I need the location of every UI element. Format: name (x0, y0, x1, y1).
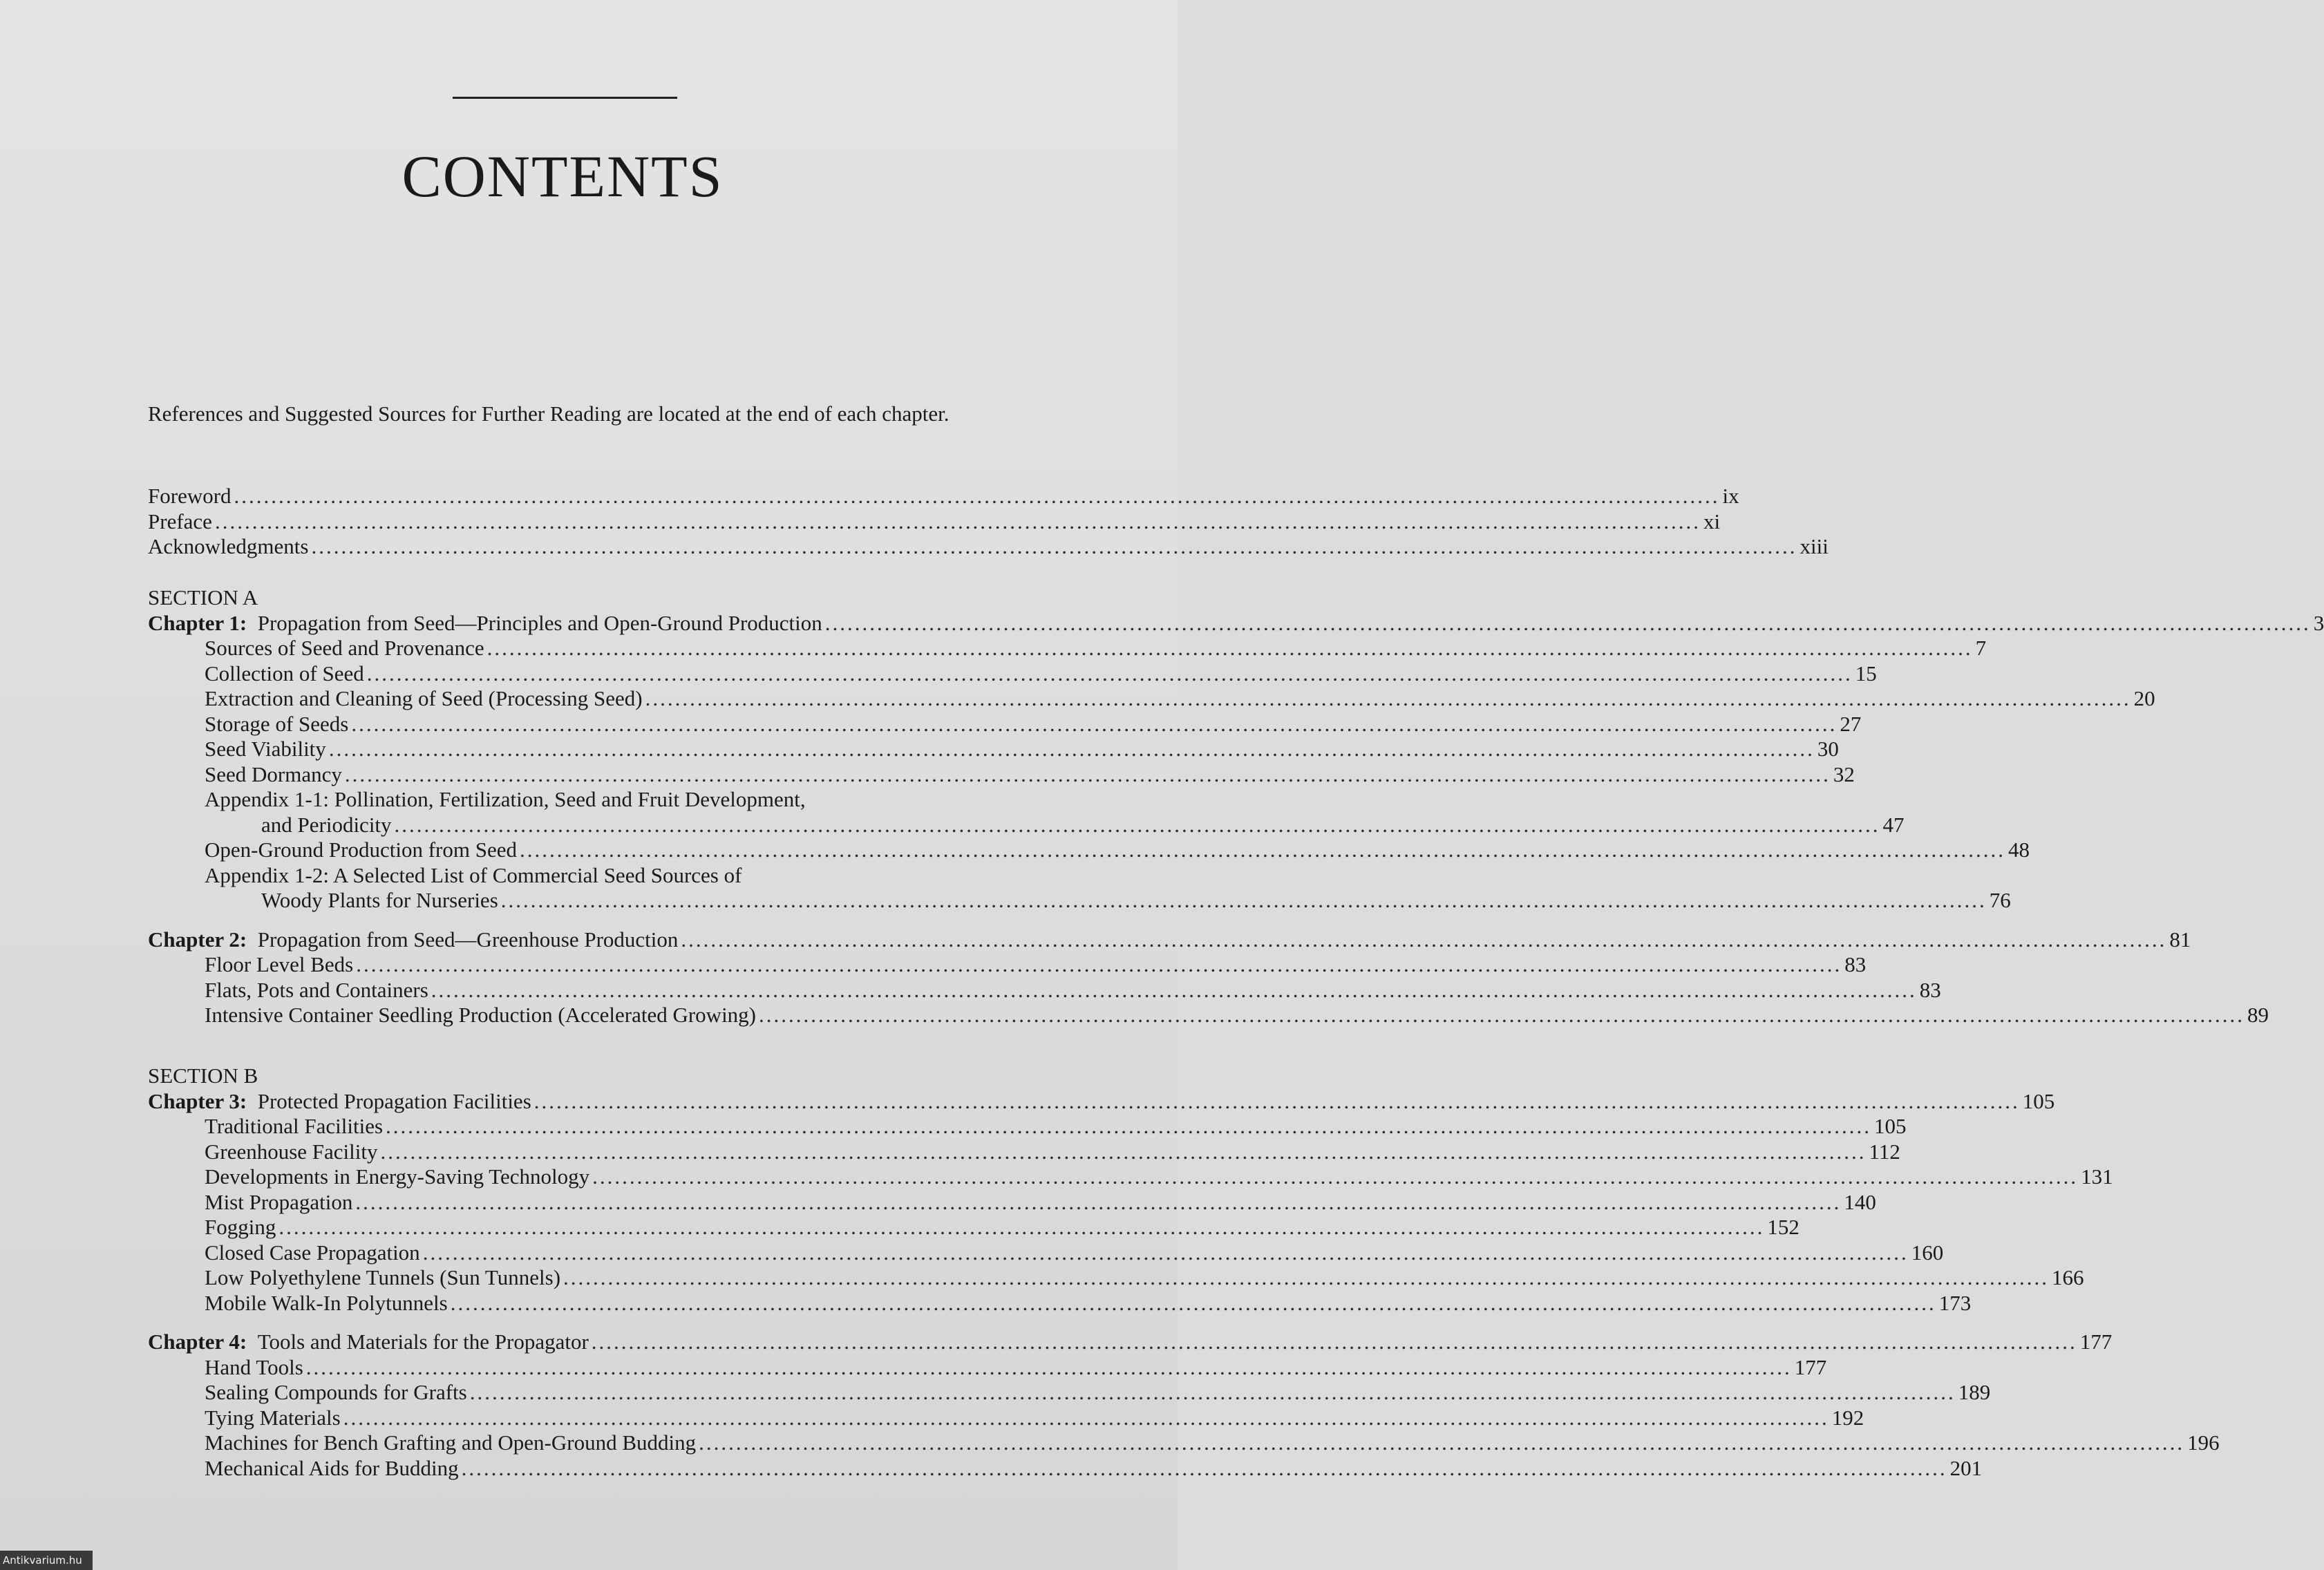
table-of-contents (148, 484, 2324, 1481)
dot-leader: ........................................................................................................................................................................................................ (533, 1088, 2020, 1113)
watermark-label: Antikvarium.hu (0, 1551, 93, 1570)
dot-leader: ........................................................................................................................................................................................................ (520, 838, 2005, 862)
entry-label: Machines for Bench Grafting and Open-Ground Budding (205, 1430, 697, 1455)
dot-leader: ........................................................................................................................................................................................................ (592, 1164, 2079, 1189)
toc-entry (148, 838, 2030, 863)
toc-entry (148, 1430, 2220, 1456)
dot-leader: ........................................................................................................................................................................................................ (645, 686, 2131, 710)
dot-leader: ........................................................................................................................................................................................................ (422, 1240, 1909, 1265)
toc-entry-acknowledgments (148, 534, 1829, 560)
entry-page: 105 (2022, 1088, 2055, 1113)
toc-entry (148, 952, 1867, 978)
entry-page: 27 (1840, 711, 1862, 736)
entry-page: 152 (1767, 1215, 1799, 1239)
entry-label: Seed Viability (205, 737, 326, 761)
chapter-title: Protected Propagation Facilities (257, 1088, 531, 1113)
entry-page: xi (1703, 509, 1721, 533)
entry-page: 15 (1855, 661, 1877, 685)
entry-label: Low Polyethylene Tunnels (Sun Tunnels) (205, 1265, 561, 1289)
toc-entry (148, 636, 1987, 661)
entry-page: 20 (2133, 686, 2155, 710)
entry-label: Flats, Pots and Containers (205, 977, 428, 1002)
dot-leader: ........................................................................................................................................................................................................ (278, 1215, 1765, 1239)
entry-label: Mobile Walk-In Polytunnels (205, 1290, 448, 1315)
toc-entry (148, 1354, 1827, 1381)
chapter-1-heading (148, 610, 2324, 636)
entry-label: Traditional Facilities (205, 1114, 384, 1138)
entry-page: 83 (1844, 952, 1867, 976)
dot-leader: ........................................................................................................................................................................................................ (366, 661, 1853, 685)
dot-leader: ........................................................................................................................................................................................................ (394, 812, 1880, 837)
dot-leader: ........................................................................................................................................................................................................ (234, 484, 1720, 508)
dot-leader: ........................................................................................................................................................................................................ (469, 1380, 1956, 1404)
entry-label: Acknowledgments (148, 534, 309, 558)
dot-leader: ........................................................................................................................................................................................................ (343, 1405, 1829, 1430)
dot-leader: ........................................................................................................................................................................................................ (486, 636, 1973, 660)
entry-page: 47 (1882, 812, 1905, 837)
entry-label: Floor Level Beds (205, 952, 354, 976)
entry-page: 3 (2313, 610, 2324, 635)
chapter-number: Chapter 1: (148, 610, 247, 635)
dot-leader: ........................................................................................................................................................................................................ (759, 1003, 2245, 1027)
top-rule (453, 97, 677, 99)
entry-label: Sources of Seed and Provenance (205, 636, 484, 660)
entry-label: Preface (148, 509, 212, 533)
dot-leader: ........................................................................................................................................................................................................ (591, 1330, 2077, 1354)
dot-leader: ........................................................................................................................................................................................................ (461, 1455, 1947, 1480)
entry-page: 189 (1958, 1380, 1991, 1404)
toc-entry-preface (148, 509, 1721, 535)
entry-page: 173 (1938, 1290, 1972, 1315)
entry-label: Tying Materials (205, 1405, 341, 1430)
toc-entry (148, 1265, 2084, 1291)
entry-label: Developments in Energy-Saving Technology (205, 1164, 590, 1189)
chapter-title: Propagation from Seed—Principles and Open-Ground Production (257, 610, 822, 635)
dot-leader: ........................................................................................................................................................................................................ (356, 952, 1842, 976)
entry-page: 32 (1833, 762, 1855, 786)
entry-page: 89 (2247, 1003, 2269, 1027)
entry-label: Woody Plants for Nurseries (261, 888, 498, 912)
toc-entry (148, 1139, 1900, 1165)
chapter-3-heading (148, 1088, 2055, 1115)
entry-label: Sealing Compounds for Grafts (205, 1380, 467, 1404)
dot-leader: ........................................................................................................................................................................................................ (344, 762, 1831, 786)
entry-page: 177 (1794, 1354, 1827, 1379)
toc-entry (148, 1405, 1864, 1431)
toc-entry (148, 977, 1941, 1003)
toc-entry (148, 1164, 2113, 1190)
dot-leader: ........................................................................................................................................................................................................ (311, 534, 1797, 558)
toc-entry (148, 1240, 1944, 1266)
dot-leader: ........................................................................................................................................................................................................ (214, 509, 1701, 533)
entry-page: 160 (1911, 1240, 1944, 1265)
chapter-2-heading (148, 927, 2191, 953)
dot-leader: ........................................................................................................................................................................................................ (563, 1265, 2050, 1289)
entry-label: Storage of Seeds (205, 711, 349, 736)
dot-leader: ........................................................................................................................................................................................................ (328, 737, 1815, 761)
toc-entry (148, 812, 1905, 838)
entry-page: 177 (2079, 1330, 2113, 1354)
chapter-4-heading (148, 1330, 2113, 1355)
dot-leader: ........................................................................................................................................................................................................ (305, 1354, 1792, 1379)
entry-label: Greenhouse Facility (205, 1139, 378, 1164)
appendix-1-1-title: Appendix 1-1: Pollination, Fertilization, Seed and Fruit Development, (205, 787, 806, 811)
page-title: CONTENTS (401, 143, 724, 209)
section-a-label: SECTION A (148, 585, 258, 609)
dot-leader: ........................................................................................................................................................................................................ (500, 888, 1987, 912)
entry-label: Mist Propagation (205, 1189, 353, 1214)
toc-entry (148, 661, 1877, 687)
dot-leader: ........................................................................................................................................................................................................ (699, 1430, 2185, 1455)
entry-label: Fogging (205, 1215, 276, 1239)
toc-entry (148, 1380, 1991, 1406)
chapter-number: Chapter 4: (148, 1330, 247, 1354)
entry-label: Open-Ground Production from Seed (205, 838, 517, 862)
entry-label: Extraction and Cleaning of Seed (Processing Seed) (205, 686, 643, 710)
toc-entry (148, 1189, 1876, 1216)
dot-leader: ........................................................................................................................................................................................................ (386, 1114, 1872, 1138)
chapter-number: Chapter 3: (148, 1088, 247, 1113)
chapter-title: Propagation from Seed—Greenhouse Production (257, 927, 679, 952)
toc-entry (148, 686, 2155, 712)
entry-page: 30 (1817, 737, 1839, 761)
toc-entry (148, 1455, 1983, 1482)
intro-note: References and Suggested Sources for Further Reading are located at the end of each chapter. (148, 401, 950, 426)
dot-leader: ........................................................................................................................................................................................................ (824, 610, 2311, 635)
appendix-1-2-title: Appendix 1-2: A Selected List of Commercial Seed Sources of (205, 862, 742, 887)
chapter-number: Chapter 2: (148, 927, 247, 952)
entry-page: 196 (2187, 1430, 2220, 1455)
toc-entry (148, 1114, 1907, 1139)
entry-label: Mechanical Aids for Budding (205, 1455, 459, 1480)
dot-leader: ........................................................................................................................................................................................................ (431, 977, 1917, 1002)
entry-label: Foreword (148, 484, 232, 508)
entry-page: 140 (1844, 1189, 1876, 1214)
toc-entry (148, 711, 1862, 737)
dot-leader: ........................................................................................................................................................................................................ (450, 1290, 1936, 1315)
dot-leader: ........................................................................................................................................................................................................ (380, 1139, 1867, 1164)
entry-label: and Periodicity (261, 812, 392, 837)
entry-page: 166 (2052, 1265, 2084, 1289)
entry-label: Seed Dormancy (205, 762, 342, 786)
entry-page: 192 (1831, 1405, 1864, 1430)
toc-entry (148, 762, 1855, 788)
entry-label: Closed Case Propagation (205, 1240, 420, 1265)
toc-entry (148, 888, 2011, 914)
toc-entry (148, 1003, 2269, 1028)
chapter-title: Tools and Materials for the Propagator (257, 1330, 589, 1354)
entry-page: 105 (1874, 1114, 1907, 1138)
toc-entry (148, 1290, 1972, 1316)
entry-page: 48 (2008, 838, 2030, 862)
entry-label: Hand Tools (205, 1354, 303, 1379)
dot-leader: ........................................................................................................................................................................................................ (355, 1189, 1842, 1214)
entry-page: 7 (1975, 636, 1987, 660)
entry-page: 112 (1869, 1139, 1900, 1164)
entry-page: 83 (1919, 977, 1941, 1002)
toc-entry (148, 737, 1839, 762)
toc-entry-foreword (148, 484, 1739, 509)
entry-label: Intensive Container Seedling Production (Accelerated Growing) (205, 1003, 757, 1027)
entry-page: ix (1722, 484, 1739, 508)
section-b-label: SECTION B (148, 1063, 258, 1088)
dot-leader: ........................................................................................................................................................................................................ (351, 711, 1838, 736)
toc-entry (148, 1215, 1799, 1240)
entry-page: 81 (2169, 927, 2191, 952)
entry-page: 201 (1949, 1455, 1983, 1480)
entry-label: Collection of Seed (205, 661, 364, 685)
entry-page: xiii (1799, 534, 1829, 558)
dot-leader: ........................................................................................................................................................................................................ (681, 927, 2167, 952)
entry-page: 76 (1989, 888, 2011, 912)
entry-page: 131 (2081, 1164, 2113, 1189)
